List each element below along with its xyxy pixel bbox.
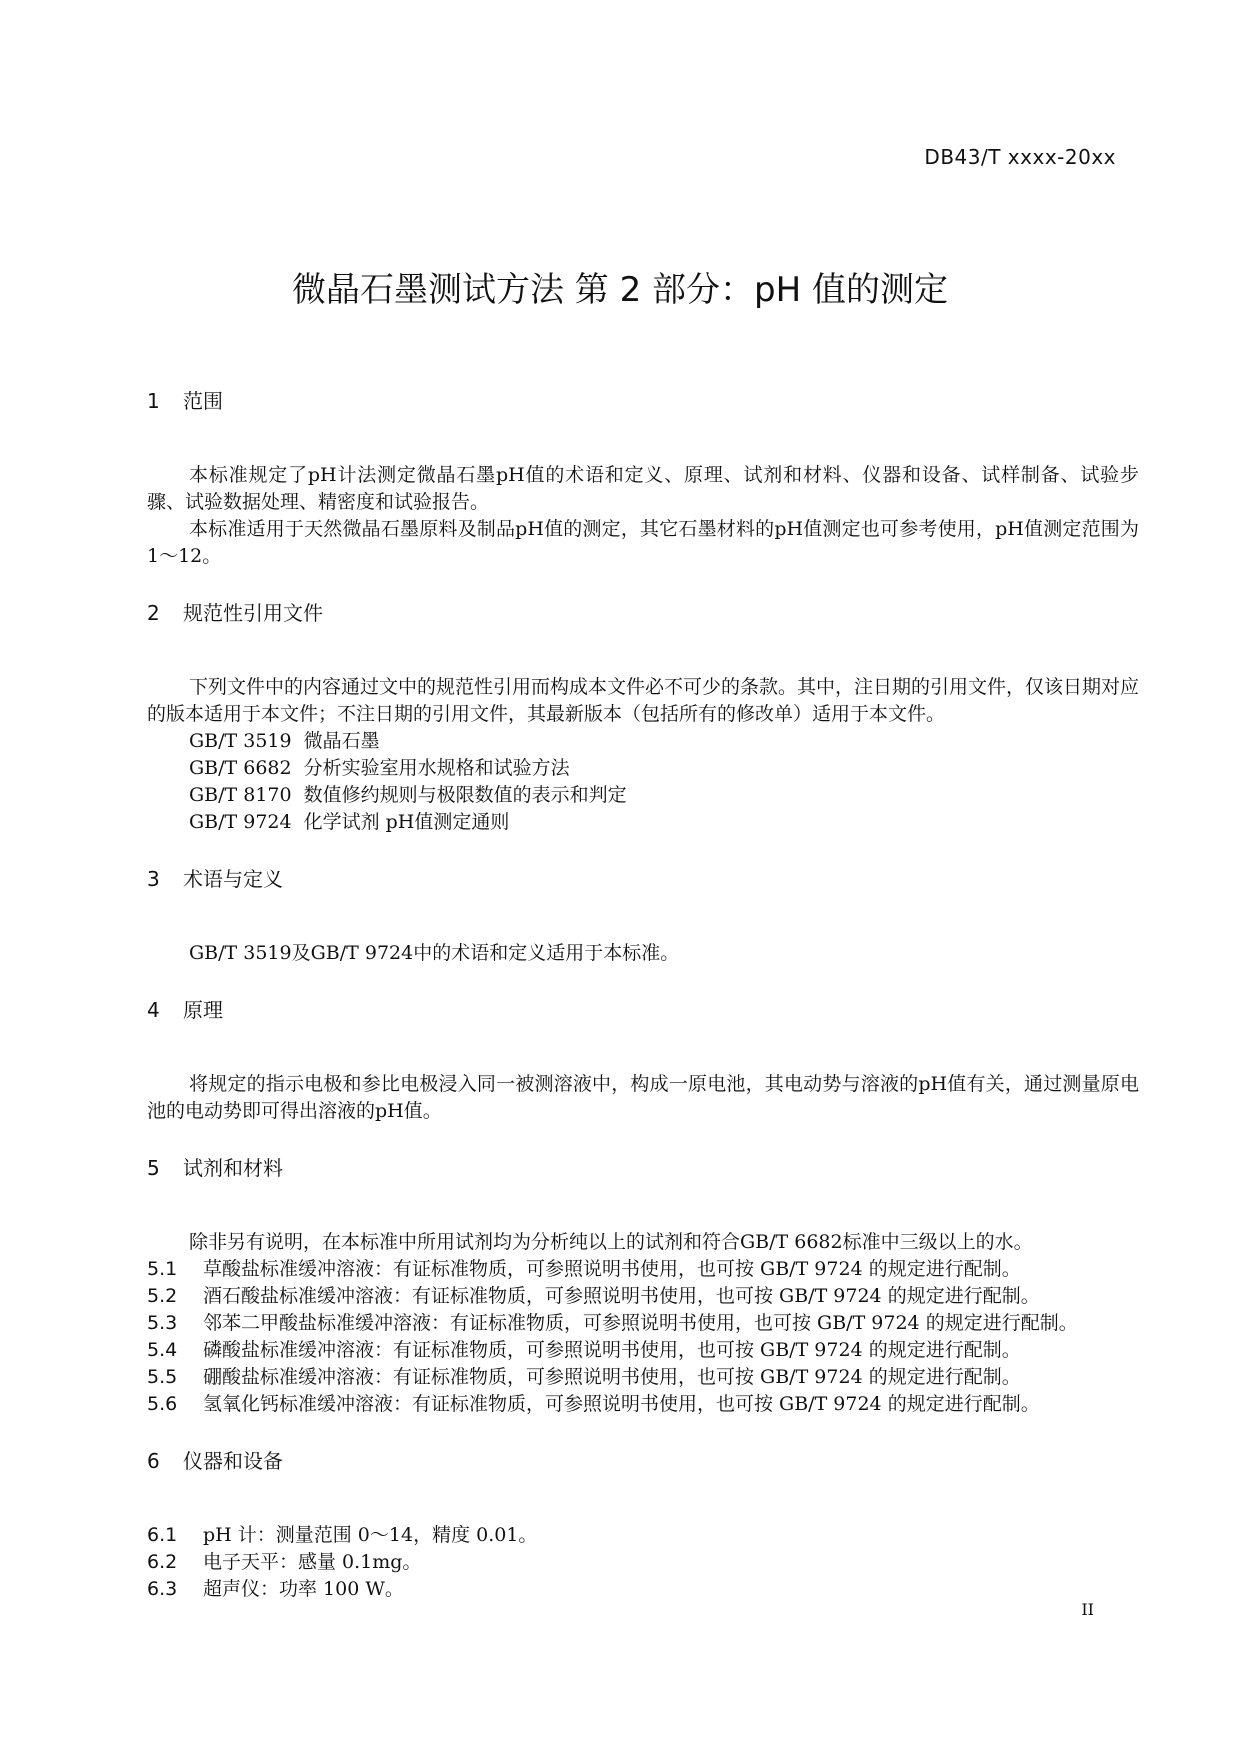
reference-code: GB/T 8170 xyxy=(189,784,292,806)
clause-number: 5.2 xyxy=(147,1285,178,1307)
clause-number: 5.4 xyxy=(147,1339,178,1361)
reference-code: GB/T 9724 xyxy=(189,811,292,833)
paragraph: 除非另有说明，在本标准中所用试剂均为分析纯以上的试剂和符合GB/T 6682标准中三级以上的水。 xyxy=(189,1231,1033,1253)
section-number: 4 xyxy=(147,998,160,1022)
section-number: 5 xyxy=(147,1156,160,1180)
section-number: 6 xyxy=(147,1449,160,1473)
paragraph: 本标准适用于天然微晶石墨原料及制品pH值的测定，其它石墨材料的pH值测定也可参考使用，pH值测定范围为1～12。 xyxy=(147,518,1139,567)
reference-title: 分析实验室用水规格和试验方法 xyxy=(303,757,570,779)
clause-text: 硼酸盐标准缓冲溶液：有证标准物质，可参照说明书使用，也可按 GB/T 9724 的规定进行配制。 xyxy=(203,1366,1021,1388)
section-heading-5 xyxy=(147,1153,1139,1183)
clause-number: 6.3 xyxy=(147,1578,178,1600)
clause-item xyxy=(147,1256,1139,1283)
section-title: 试剂和材料 xyxy=(183,1156,283,1180)
clause-text: 草酸盐标准缓冲溶液：有证标准物质，可参照说明书使用，也可按 GB/T 9724 的规定进行配制。 xyxy=(203,1258,1021,1280)
clause-text: 酒石酸盐标准缓冲溶液：有证标准物质，可参照说明书使用，也可按 GB/T 9724 的规定进行配制。 xyxy=(203,1285,1040,1307)
document-code: DB43/T xxxx-20xx xyxy=(924,145,1116,169)
clause-item xyxy=(147,1549,1139,1576)
section-heading-3 xyxy=(147,864,1139,894)
reference-item xyxy=(147,782,1139,809)
paragraph: GB/T 3519及GB/T 9724中的术语和定义适用于本标准。 xyxy=(189,942,680,964)
clause-text: 磷酸盐标准缓冲溶液：有证标准物质，可参照说明书使用，也可按 GB/T 9724 的规定进行配制。 xyxy=(203,1339,1021,1361)
clause-item xyxy=(147,1337,1139,1364)
paragraph: 本标准规定了pH计法测定微晶石墨pH值的术语和定义、原理、试剂和材料、仪器和设备、试样制备、试验步骤、试验数据处理、精密度和试验报告。 xyxy=(147,464,1139,513)
clause-item xyxy=(147,1310,1139,1337)
clause-item xyxy=(147,1283,1139,1310)
section-title: 术语与定义 xyxy=(183,867,283,891)
document-body xyxy=(147,386,1139,1603)
reference-title: 微晶石墨 xyxy=(303,730,380,752)
section-heading-4 xyxy=(147,995,1139,1025)
clause-number: 5.6 xyxy=(147,1393,178,1415)
clause-text: 电子天平：感量 0.1mg。 xyxy=(203,1551,422,1573)
section-number: 3 xyxy=(147,867,160,891)
paragraph: 下列文件中的内容通过文中的规范性引用而构成本文件必不可少的条款。其中，注日期的引用文件，仅该日期对应的版本适用于本文件；不注日期的引用文件，其最新版本（包括所有的修改单）适用于本文件。 xyxy=(147,676,1140,725)
paragraph: 将规定的指示电极和参比电极浸入同一被测溶液中，构成一原电池，其电动势与溶液的pH值有关，通过测量原电池的电动势即可得出溶液的pH值。 xyxy=(147,1073,1139,1122)
clause-number: 5.3 xyxy=(147,1312,178,1334)
clause-item xyxy=(147,1391,1139,1418)
section-title: 范围 xyxy=(183,389,223,413)
clause-text: pH 计：测量范围 0～14，精度 0.01。 xyxy=(203,1524,538,1546)
reference-item xyxy=(147,809,1139,836)
section-title: 仪器和设备 xyxy=(183,1449,283,1473)
reference-item xyxy=(147,755,1139,782)
clause-number: 6.2 xyxy=(147,1551,178,1573)
section-title: 规范性引用文件 xyxy=(183,601,323,625)
section-heading-1 xyxy=(147,386,1139,416)
reference-title: 数值修约规则与极限数值的表示和判定 xyxy=(303,784,627,806)
clause-item xyxy=(147,1576,1139,1603)
section-number: 2 xyxy=(147,601,160,625)
page-number: II xyxy=(1081,1600,1094,1619)
section-number: 1 xyxy=(147,389,160,413)
reference-item xyxy=(147,728,1139,755)
clause-text: 氢氧化钙标准缓冲溶液：有证标准物质，可参照说明书使用，也可按 GB/T 9724 的规定进行配制。 xyxy=(203,1393,1040,1415)
clause-number: 5.1 xyxy=(147,1258,178,1280)
reference-title: 化学试剂 pH值测定通则 xyxy=(303,811,510,833)
reference-code: GB/T 3519 xyxy=(189,730,292,752)
clause-item xyxy=(147,1364,1139,1391)
document-title: 微晶石墨测试方法 第 2 部分：pH 值的测定 xyxy=(291,270,948,310)
section-title: 原理 xyxy=(183,998,223,1022)
clause-number: 6.1 xyxy=(147,1524,178,1546)
section-heading-2 xyxy=(147,598,1139,628)
clause-number: 5.5 xyxy=(147,1366,178,1388)
clause-text: 超声仪：功率 100 W。 xyxy=(203,1578,404,1600)
section-heading-6 xyxy=(147,1446,1139,1476)
reference-code: GB/T 6682 xyxy=(189,757,292,779)
clause-text: 邻苯二甲酸盐标准缓冲溶液：有证标准物质，可参照说明书使用，也可按 GB/T 9724 的规定进行配制。 xyxy=(203,1312,1078,1334)
clause-item xyxy=(147,1522,1139,1549)
